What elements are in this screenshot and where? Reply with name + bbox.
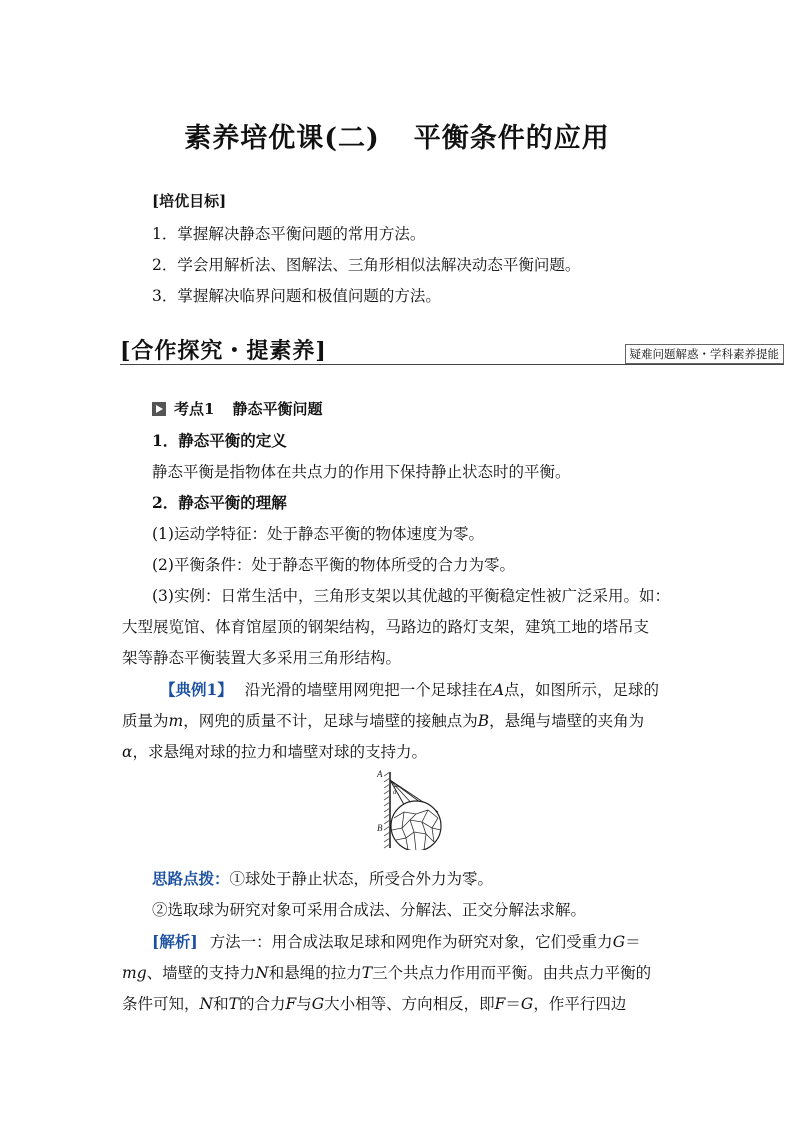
kaodian-name: 静态平衡问题 [232, 400, 323, 418]
hint-text-1: ①球处于静止状态，所受合外力为零。 [229, 870, 494, 888]
solution-text: 大小相等、方向相反，即 [324, 995, 495, 1013]
math-N: N [199, 995, 214, 1013]
hint-line-2: ②选取球为研究对象可采用合成法、分解法、正交分解法求解。 [152, 901, 587, 919]
title-left: 素养培优课(二) [184, 123, 380, 154]
paragraph-3: (2)平衡条件：处于静态平衡的物体所受的合力为零。 [152, 556, 515, 574]
hint-label: 思路点拨： [152, 869, 230, 888]
example-line-3 [122, 740, 427, 762]
solution-text: ，作平行四边 [533, 995, 627, 1013]
solution-text: 和悬绳的拉力 [268, 964, 362, 982]
paragraph-4-line-1: (3)实例：日常生活中，三角形支架以其优越的平衡稳定性被广泛采用。如： [152, 587, 670, 605]
solution-text: 与 [296, 995, 312, 1013]
figure-label-alpha: α [393, 788, 397, 796]
math-mg: mg [122, 964, 147, 982]
section-title: [合作探究・提素养] [120, 338, 327, 364]
subheading-2: 2．静态平衡的理解 [152, 493, 287, 512]
example-text: 沿光滑的墙壁用网兜把一个足球挂在 [244, 681, 493, 699]
figure-label-A: A [377, 769, 383, 779]
kaodian-label: 考点1 [174, 400, 215, 418]
example-line-1 [160, 678, 659, 700]
math-m: m [168, 712, 184, 730]
paragraph-4-line-3: 架等静态平衡装置大多采用三角形结构。 [122, 649, 402, 667]
solution-line-3 [122, 992, 626, 1014]
figure-label-B: B [377, 823, 383, 833]
football-net-figure [376, 768, 476, 850]
title-right: 平衡条件的应用 [413, 123, 610, 154]
solution-text: 、墙壁的支持力 [146, 964, 256, 982]
solution-text: 和 [213, 995, 229, 1013]
example-tag: 【典例1】 [160, 680, 233, 699]
example-text: 点，如图所示，足球的 [504, 681, 660, 699]
solution-text: 方法一：用合成法取足球和网兜作为研究对象，它们受重力 [209, 933, 613, 951]
hint-line-1 [152, 867, 493, 889]
paragraph-4-line-2: 大型展览馆、体育馆屋顶的钢架结构，马路边的路灯支架，建筑工地的塔吊支 [122, 618, 650, 636]
solution-text: 条件可知， [122, 995, 200, 1013]
section-header [120, 334, 784, 364]
solution-line-2 [122, 961, 651, 983]
example-text: ，求悬绳对球的拉力和墙壁对球的支持力。 [132, 743, 427, 761]
math-eq: ＝ [505, 995, 521, 1013]
example-text: ，网兜的质量不计，足球与墙壁的接触点为 [183, 712, 478, 730]
math-eq: ＝ [625, 933, 641, 951]
example-text: ，悬绳与墙壁的夹角为 [489, 712, 645, 730]
math-alpha: α [122, 743, 133, 761]
goal-item-1: 1．掌握解决静态平衡问题的常用方法。 [152, 225, 426, 243]
paragraph-2: (1)运动学特征：处于静态平衡的物体速度为零。 [152, 525, 484, 543]
subheading-1: 1．静态平衡的定义 [152, 431, 287, 450]
math-G: G [311, 995, 325, 1013]
example-text: 质量为 [122, 712, 169, 730]
section-badge: 疑难问题解惑・学科素养提能 [625, 344, 785, 364]
page-title [0, 116, 794, 155]
math-G: G [520, 995, 534, 1013]
solution-text: 三个共点力作用而平衡。由共点力平衡的 [372, 964, 652, 982]
math-N: N [255, 964, 269, 982]
math-F: F [494, 995, 506, 1013]
play-arrow-icon [152, 402, 166, 416]
kaodian-heading [152, 398, 322, 419]
goal-item-2: 2．学会用解析法、图解法、三角形相似法解决动态平衡问题。 [152, 256, 581, 274]
math-B: B [477, 712, 490, 730]
math-A: A [492, 681, 505, 699]
example-line-2 [122, 709, 644, 731]
solution-line-1 [152, 930, 641, 952]
math-F: F [285, 995, 297, 1013]
paragraph-1: 静态平衡是指物体在共点力的作用下保持静止状态时的平衡。 [152, 463, 571, 481]
solution-tag: [解析] [152, 932, 198, 951]
goal-item-3: 3．掌握解决临界问题和极值问题的方法。 [152, 287, 441, 305]
math-T: T [228, 995, 239, 1013]
math-G: G [612, 933, 626, 951]
solution-text: 的合力 [238, 995, 286, 1013]
math-T: T [361, 964, 373, 982]
section-divider [120, 364, 784, 365]
goals-heading: [培优目标] [152, 192, 227, 210]
